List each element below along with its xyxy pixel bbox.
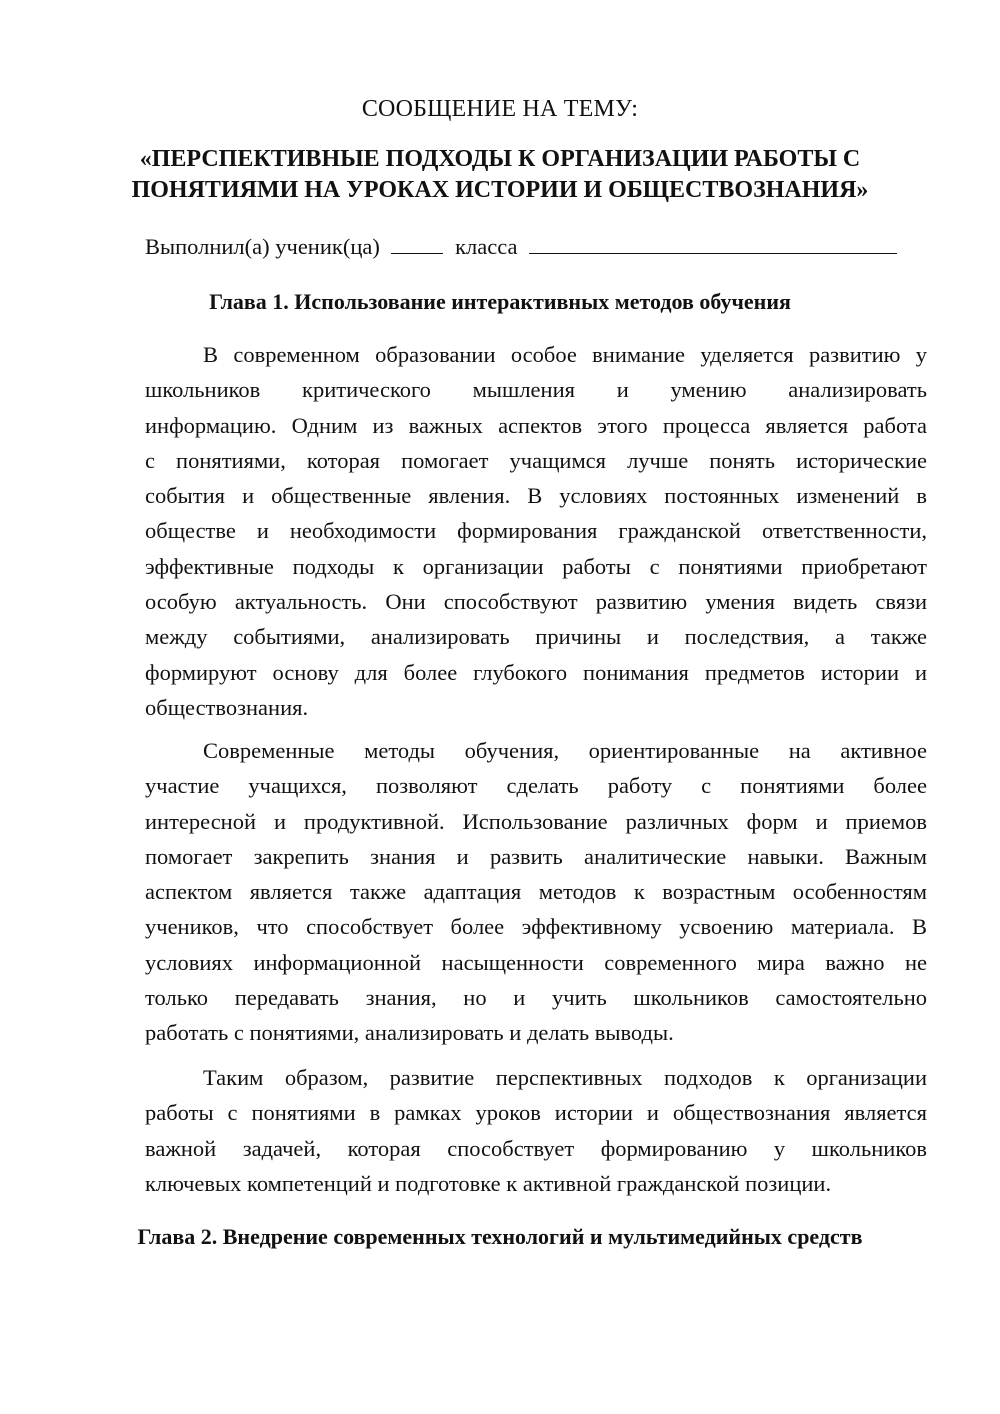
paragraph-line: работы с понятиями в рамках уроков истории и обществознания является [145,1100,927,1126]
paragraph-line: обществе и необходимости формирования гражданской ответственности, [145,518,927,544]
paragraph-2 [145,733,927,1051]
paragraph-line: школьников критического мышления и умению анализировать [145,377,927,403]
class-number-blank [391,231,443,254]
paragraph-line: особую актуальность. Они способствуют развитию умения видеть связи [145,589,927,615]
paragraph-1 [145,337,927,725]
paragraph-line: информацию. Одним из важных аспектов этого процесса является работа [145,412,927,438]
paragraph-line: помогает закрепить знания и развить аналитические навыки. Важным [145,843,927,869]
paragraph-line: ключевых компетенций и подготовке к активной гражданской позиции. [145,1170,832,1196]
paragraph-line: условиях информационной насыщенности современного мира важно не [145,949,927,975]
document-topic-line-2: ПОНЯТИЯМИ НА УРОКАХ ИСТОРИИ И ОБЩЕСТВОЗНАНИЯ» [131,177,869,203]
paragraph-line: формируют основу для более глубокого понимания предметов истории и [145,659,927,685]
paragraph-line: обществознания. [145,694,309,720]
student-name-blank [529,231,897,254]
paragraph-line: Современные методы обучения, ориентированные на активное [203,738,927,763]
paragraph-line: с понятиями, которая помогает учащимся лучше понять исторические [145,447,927,473]
chapter-2-title: Глава 2. Внедрение современных технологий и мультимедийных средств [137,1224,863,1249]
document-topic-line-1: «ПЕРСПЕКТИВНЫЕ ПОДХОДЫ К ОРГАНИЗАЦИИ РАБОТЫ С [139,146,861,172]
chapter-1-title: Глава 1. Использование интерактивных методов обучения [209,289,791,314]
class-label: класса [455,234,518,259]
paragraph-line: В современном образовании особое внимание уделяется развитию у [203,342,927,367]
paragraph-line: эффективные подходы к организации работы с понятиями приобретают [145,553,927,579]
performer-line [145,230,925,264]
paragraph-3 [145,1060,927,1201]
paragraph-line: интересной и продуктивной. Использование различных форм и приемов [145,808,927,834]
paragraph-line: события и общественные явления. В условиях постоянных изменений в [145,483,927,509]
paragraph-line: учеников, что способствует более эффективному усвоению материала. В [145,914,927,940]
paragraph-line: участие учащихся, позволяют сделать работу с понятиями более [145,773,927,799]
paragraph-line: работать с понятиями, анализировать и делать выводы. [145,1020,674,1046]
performed-by-label: Выполнил(а) ученик(ца) [145,234,380,259]
paragraph-line: важной задачей, которая способствует формированию у школьников [145,1135,927,1161]
paragraph-line: Таким образом, развитие перспективных подходов к организации [203,1065,927,1090]
paragraph-line: между событиями, анализировать причины и последствия, а также [145,624,927,650]
paragraph-line: аспектом является также адаптация методов к возрастным особенностям [145,879,927,905]
document-kicker: СООБЩЕНИЕ НА ТЕМУ: [361,96,639,122]
paragraph-line: только передавать знания, но и учить школьников самостоятельно [145,985,927,1011]
